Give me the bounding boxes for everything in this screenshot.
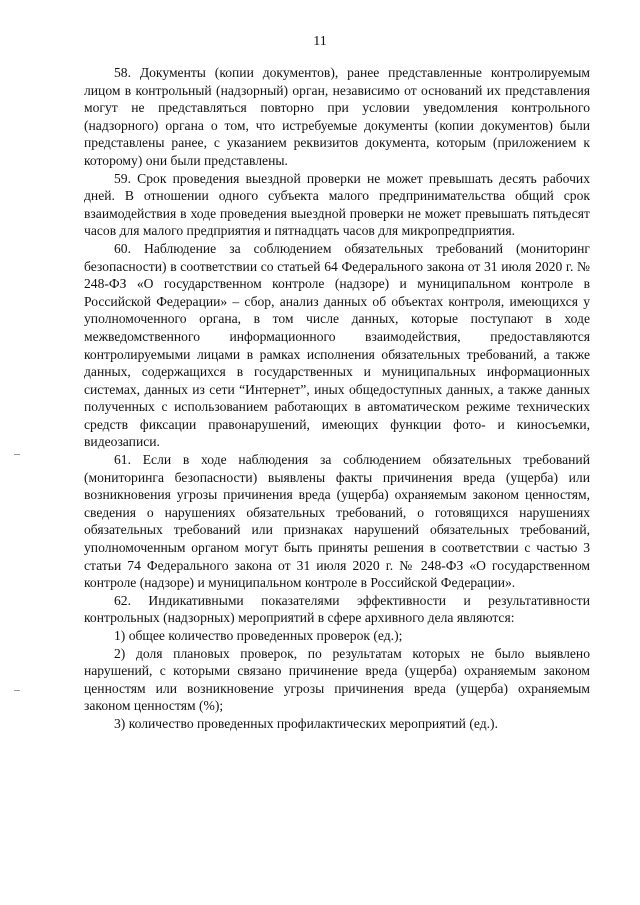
- document-body: [84, 64, 590, 733]
- page-number: 11: [313, 34, 327, 49]
- list-item: 2) доля плановых проверок, по результатам которых не было выявлено нарушений, с которыми связано причинение вреда (ущерба) охраняемым законом ценностям или возникновение угрозы причинения вреда (ущерба) охраняемым законом ценностям (%);: [84, 645, 590, 714]
- paragraph-59: 59. Срок проведения выездной проверки не может превышать десять рабочих дней. В отношении одного субъекта малого предпринимательства общий срок взаимодействия в ходе проведения выездной проверки не может превышать пятьдесят часов для малого предприятия и пятнадцать часов для микропредприятия.: [84, 170, 590, 239]
- list-item: 1) общее количество проведенных проверок (ед.);: [114, 628, 403, 643]
- list-item: 3) количество проведенных профилактических мероприятий (ед.).: [114, 715, 498, 731]
- margin-mark: [14, 690, 20, 691]
- paragraph-61: 61. Если в ходе наблюдения за соблюдением обязательных требований (мониторинга безопасности) выявлены факты причинения вреда (ущерба) или возникновения угрозы причинения вреда (ущерба) охраняемым законом ценностям, сведения о нарушениях обязательных требований, о готовящихся нарушениях обязательных требований или признаках нарушений обязательных требований, уполномоченным органом могут быть приняты решения в соответствии с частью 3 статьи 74 Федерального закона от 31 июля 2020 г. № 248-ФЗ «О государственном контроле (надзоре) и муниципальном контроле в Российской Федерации».: [84, 452, 590, 591]
- paragraph-62: 62. Индикативными показателями эффективности и результативности контрольных (надзорных) мероприятий в сфере архивного дела являются:: [84, 592, 590, 626]
- paragraph-60: 60. Наблюдение за соблюдением обязательных требований (мониторинг безопасности) в соответствии со статьей 64 Федерального закона от 31 июля 2020 г. № 248-ФЗ «О государственном контроле (надзоре) и муниципальном контроле в Российской Федерации» – сбор, анализ данных об объектах контроля, имеющихся у уполномоченного органа, в том числе данных, которые поступают в ходе межведомственного информационного взаимодействия, предоставляются контролируемыми лицами в рамках исполнения обязательных требований, а также данных, содержащихся в государственных и муниципальных информационных системах, данных из сети “Интернет”, иных общедоступных данных, а также данных полученных с использованием работающих в автоматическом режиме технических средств фиксации правонарушений, имеющих функции фото- и киносъемки, видеозаписи.: [84, 240, 590, 450]
- paragraph-58: 58. Документы (копии документов), ранее представленные контролируемым лицом в контрольный (надзорный) орган, независимо от оснований их представления могут не представляться повторно при условии уведомления контрольного (надзорного) органа о том, что истребуемые документы (копии документов) были представлены ранее, с указанием реквизитов документа, которым (приложением к которому) они были представлены.: [84, 65, 590, 168]
- margin-mark: [14, 454, 20, 455]
